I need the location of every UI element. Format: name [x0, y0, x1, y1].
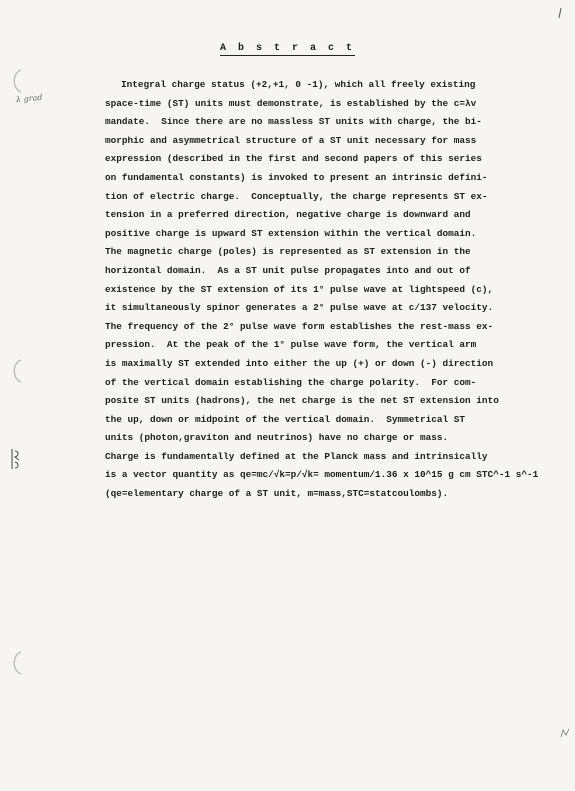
abstract-line: is maximally ST extended into either the up (+) or down (-) direction	[105, 357, 494, 369]
abstract-line: the up, down or midpoint of the vertical domain. Symmetrical ST	[105, 413, 466, 425]
abstract-title-text: A b s t r a c t	[219, 43, 355, 54]
margin-handwritten-note: λ grad	[15, 92, 43, 105]
abstract-line: morphic and asymmetrical structure of a ST unit necessary for mass	[105, 134, 477, 146]
abstract-line: of the vertical domain establishing the charge polarity. For com-	[105, 376, 477, 388]
corner-pencil-mark	[557, 8, 563, 18]
abstract-line: tension in a preferred direction, negative charge is downward and	[105, 209, 471, 221]
abstract-body	[105, 76, 539, 504]
abstract-line: horizontal domain. As a ST unit pulse propagates into and out of	[105, 264, 471, 276]
abstract-line: posite ST units (hadrons), the net charge is the net ST extension into	[105, 395, 499, 407]
punch-hole-middle-icon	[7, 358, 27, 384]
abstract-title	[0, 43, 575, 54]
abstract-line: positive charge is upward ST extension within the vertical domain.	[105, 227, 477, 239]
abstract-line: (qe=elementary charge of a ST unit, m=mass,STC=statcoulombs).	[105, 488, 449, 500]
side-handwritten-mark	[9, 447, 21, 471]
abstract-line: is a vector quantity as qe=mc/√k=p/√k= momentum/1.36 x 10^15 g cm STC^-1 s^-1	[105, 469, 539, 481]
abstract-line: The magnetic charge (poles) is represented as ST extension in the	[105, 246, 471, 258]
punch-hole-bottom-icon	[7, 650, 27, 676]
abstract-line: units (photon,graviton and neutrinos) have no charge or mass.	[105, 432, 449, 444]
abstract-line: tion of electric charge. Conceptually, the charge represents ST ex-	[105, 190, 488, 202]
abstract-line: The frequency of the 2° pulse wave form establishes the rest-mass ex-	[105, 320, 494, 332]
abstract-line: mandate. Since there are no massless ST units with charge, the bi-	[105, 116, 482, 128]
abstract-line: on fundamental constants) is invoked to present an intrinsic defini-	[105, 171, 488, 183]
abstract-line: pression. At the peak of the 1° pulse wave form, the vertical arm	[105, 339, 477, 351]
punch-hole-top-icon	[7, 68, 27, 94]
abstract-line: it simultaneously spinor generates a 2° pulse wave at c/137 velocity.	[105, 302, 494, 314]
abstract-line: Charge is fundamentally defined at the Planck mass and intrinsically	[105, 450, 488, 462]
abstract-line: Integral charge status (+2,+1, 0 -1), which all freely existing	[121, 79, 476, 90]
abstract-line: existence by the ST extension of its 1° pulse wave at lightspeed (c),	[105, 283, 494, 295]
abstract-line: space-time (ST) units must demonstrate, is established by the c=λv	[105, 97, 477, 109]
bottom-corner-mark	[559, 727, 571, 739]
abstract-line: expression (described in the first and second papers of this series	[105, 153, 482, 165]
